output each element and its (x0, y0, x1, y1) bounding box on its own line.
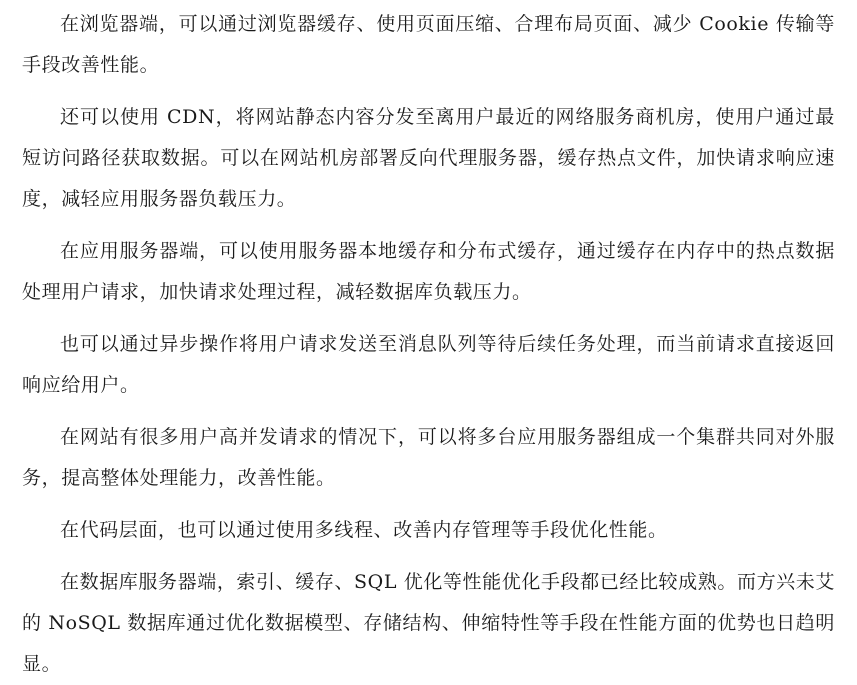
paragraph-cluster: 在网站有很多用户高并发请求的情况下，可以将多台应用服务器组成一个集群共同对外服务，提高整体处理能力，改善性能。 (22, 426, 835, 489)
paragraph-async-queue: 也可以通过异步操作将用户请求发送至消息队列等待后续任务处理，而当前请求直接返回响应给用户。 (22, 333, 835, 396)
paragraph-database-side: 在数据库服务器端，索引、缓存、SQL 优化等性能优化手段都已经比较成熟。而方兴未艾的 NoSQL 数据库通过优化数据模型、存储结构、伸缩特性等手段在性能方面的优势也日趋明显。 (22, 571, 835, 675)
paragraph-cdn-reverse-proxy: 还可以使用 CDN，将网站静态内容分发至离用户最近的网络服务商机房，使用户通过最短访问路径获取数据。可以在网站机房部署反向代理服务器，缓存热点文件，加快请求响应速度，减轻应用服务器负载压力。 (22, 106, 835, 210)
paragraph-code-level: 在代码层面，也可以通过使用多线程、改善内存管理等手段优化性能。 (60, 519, 668, 541)
paragraph-app-server-cache: 在应用服务器端，可以使用服务器本地缓存和分布式缓存，通过缓存在内存中的热点数据处理用户请求，加快请求处理过程，减轻数据库负载压力。 (22, 240, 835, 303)
paragraph-browser-side: 在浏览器端，可以通过浏览器缓存、使用页面压缩、合理布局页面、减少 Cookie 传输等手段改善性能。 (22, 13, 835, 76)
